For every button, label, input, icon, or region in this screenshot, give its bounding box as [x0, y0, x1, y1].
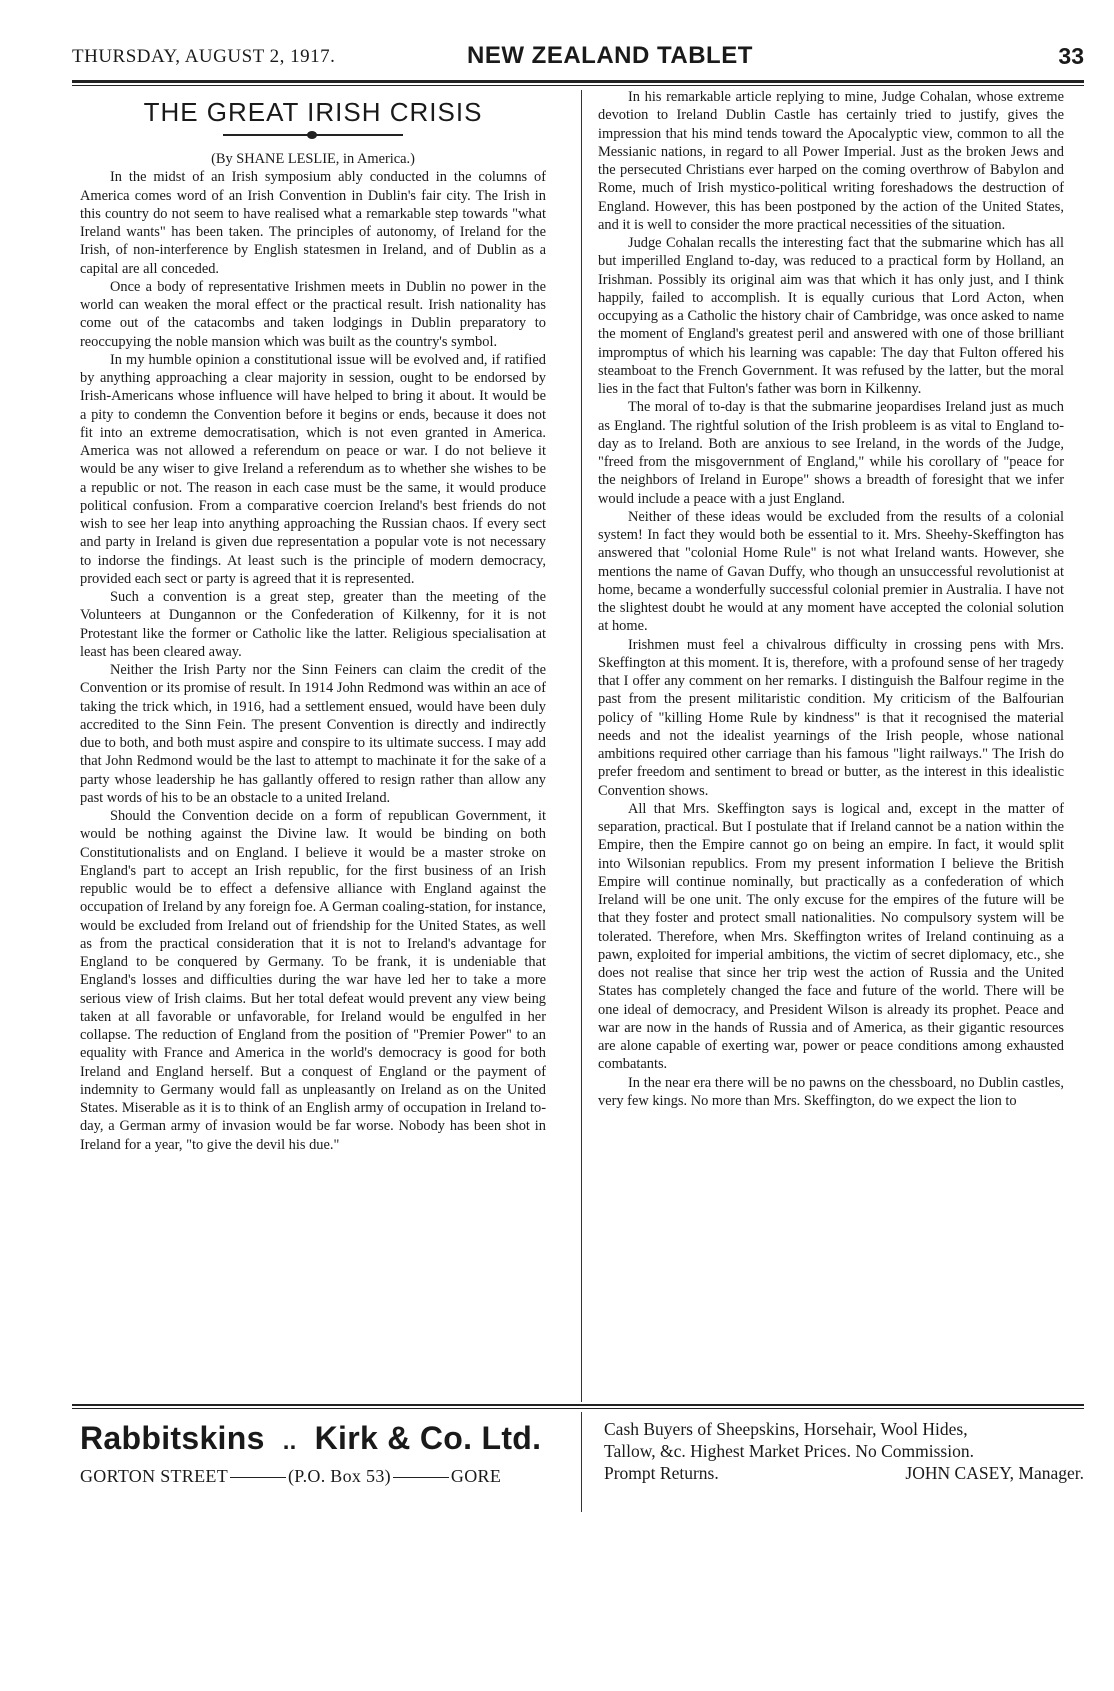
article-paragraph: Such a convention is a great step, greater than the meeting of the Volunteers at Dungannon or the Confederation of Kilkenny, for it is not Protestant like the former or Catholic like the latter. Religious specialisation at least has been cleared away. [80, 589, 546, 660]
article-byline: (By SHANE LESLIE, in America.) [211, 151, 415, 167]
page-header [72, 44, 1084, 70]
article-paragraph: Neither of these ideas would be excluded from the results of a colonial system! In fact they would both be essential to it. Mrs. Sheehy-Skeffington has answered that "colonial Home Rule" is not what Ireland wants. However, she mentions the name of Gavan Duffy, who though an unsuccessful revolutionist at home, became a wonderfully successful colonial premier in Australia. I have not the slightest doubt he would at any moment have accepted the colonial solution at home. [598, 508, 1064, 635]
article-title: THE GREAT IRISH CRISIS [143, 97, 483, 127]
article-paragraph: In his remarkable article replying to mine, Judge Cohalan, whose extreme devotion to Ireland Dublin Castle has certainly tried to justify, gives the impression that his mind tends toward the Apocalyptic view, common to all the Messianic nations, in regard to all Power Imperial. Just as the broken Jews and the persecuted Christians ever harped on the coming overthrow of Babylon and Rome, much of Irish mystico-political writing foreshadows the destruction of England. However, this has been postponed by the action of the United States, and it is well to consider the more practical necessities of the situation. [598, 89, 1064, 233]
footer-rule [72, 1404, 1084, 1406]
article-paragraph: In the midst of an Irish symposium ably conducted in the columns of America comes word of an Irish Convention in Dublin's fair city. The Irish in this country do not seem to have realised what a remarkable step towards "what Ireland wants" has been taken. The principles of autonomy, of Ireland for the Irish, of non-interference by English statesmen in Ireland, and of Dublin as a capital are all conceded. [80, 169, 546, 277]
header-rule-thin [72, 85, 1084, 86]
article-paragraph: Neither the Irish Party nor the Sinn Feiners can claim the credit of the Convention or its promise of result. In 1914 John Redmond was within an ace of taking the trick which, in 1916, had a settlement ensued, would have been duly accredited to the Sinn Fein. The present Convention is directly and indirectly due to both, and both must aspire and conspire to its ultimate success. I may add that John Redmond would be the last to attempt to machinate it for the sake of a party whose leadership he has gallantly offered to resign rather than allow any past words of his to be an obstacle to a united Ireland. [80, 662, 546, 806]
article-paragraph: Should the Convention decide on a form of republican Government, it would be nothing against the Divine law. It would be binding on both Constitutionalists and on England. I believe it would be a master stroke on England's part to accept an Irish republic, for the first business of an Irish republic would be to effect a defensive alliance with England against the occupation of Ireland by any foreign foe. A German coaling-station, for instance, would be excluded from Ireland out of friendship for the United States, as well as from the practical consideration that it is not to Ireland's advantage for England to be conquered by Germany. To be frank, it is undeniable that England's losses and difficulties during the war have led her to take a more serious view of Irish claims. But her total defeat would prevent any view being taken at all favorable or unfavorable, for Ireland would be engulfed in her collapse. The reduction of England from the position of "Premier Power" to an equality with France and America in the world's democracy is good for both Ireland and England herself. But a conquest of England or the payment of indemnity to Germany would fall as unpleasantly on Ireland as on the United States. Miserable as it is to think of an English army of occupation in Ireland to-day, a German army of invasion would be far worse. Nobody has been shot in Ireland for a year, "to give the devil his due." [80, 808, 546, 1153]
article-paragraph: The moral of to-day is that the submarine jeopardises Ireland just as much as England. The rightful solution of the Irish probleem is as vital to England to-day as to Ireland. Both are anxious to see Ireland, in the words of the Judge, "freed from the misgovernment of England," while his corollary of "peace for the neighbors of Ireland in Europe" shows a breadth of foresight that we infer would include a peace with a just England. [598, 399, 1064, 507]
masthead: NEW ZEALAND TABLET [467, 42, 753, 69]
issue-date: THURSDAY, AUGUST 2, 1917. [72, 46, 336, 67]
ad-divider [581, 1412, 582, 1512]
ad-manager: JOHN CASEY, Manager. [905, 1463, 1084, 1483]
ad-box: (P.O. Box 53) [288, 1466, 391, 1486]
ad-prompt-returns: Prompt Returns. [604, 1463, 719, 1483]
article-column-right [598, 88, 1064, 1388]
column-divider [581, 90, 582, 1402]
ad-line [604, 1462, 1084, 1484]
header-rule [72, 80, 1084, 83]
ad-firm-rabbitskins: Rabbitskins [80, 1420, 265, 1456]
article-paragraph: Judge Cohalan recalls the interesting fact that the submarine which has all but imperilled England to-day, was reduced to a practical form by Holland, an Irishman. Possibly its original aim was that which it has only just, and I think happily, failed to accomplish. It is equally curious that Lord Acton, when occupying as a Catholic the history chair of Cambridge, was once asked to name the moment of England's greatest peril and answered with one of those brilliant impromptus of which his learning was capable: The day that Fulton offered his steamboat to the French Government. It was refused by the latter, but the moral lies in the fact that Fulton's father was born in Kilkenny. [598, 235, 1064, 397]
article-column-left [80, 92, 546, 1392]
ad-line: Tallow, &c. Highest Market Prices. No Commission. [604, 1441, 974, 1461]
advertisement-casey [604, 1418, 1084, 1484]
ad-town: GORE [450, 1466, 502, 1486]
ad-firm-kirk: Kirk & Co. Ltd. [314, 1420, 542, 1456]
article-paragraph: All that Mrs. Skeffington says is logical and, except in the matter of separation, practical. But I postulate that if Ireland cannot be a nation within the Empire, then the Empire cannot go on being an empire. In fact, it would split into Wilsonian republics. From my present information I believe the British Empire will continue nominally, but practically as a confederation of which Ireland will be one unit. The only excuse for the empires of the future will be that they foster and protect small nationalities. No compulsory system will be tolerated. Therefore, when Mrs. Skeffington writes of Ireland continuing as a pawn, exploited for imperial ambitions, the victim of secret diplomacy, etc., she does not realise that since her trip west the action of Russia and the United States has completely changed the face and future of the world. There will be one ideal of democracy, and President Wilson is already its prophet. Peace and war are now in the hands of Russia and of America, as their gigantic resources are alone capable of exerting war, power or peace conditions among exhausted combatants. [598, 800, 1064, 1073]
ad-line: Cash Buyers of Sheepskins, Horsehair, Wool Hides, [604, 1419, 968, 1439]
article-paragraph: Irishmen must feel a chivalrous difficulty in crossing pens with Mrs. Skeffington at this moment. It is, therefore, with a profound sense of her tragedy that I offer any comment on her remarks. I distinguish the Balfour regime in the past from the present militaristic condition. My criticism of the Balfourian policy of "killing Home Rule by kindness" is that it recognised the material needs and not the idealist yearnings of the Irish people, whose national ambitions required other carriage than his famous "light railways." The Irish do prefer freedom and sentiment to bread or butter, as the interest in this idealistic Convention shows. [598, 636, 1064, 799]
advertisement-kirk [80, 1420, 558, 1500]
footer-rule-thin [72, 1408, 1084, 1409]
ad-dash [230, 1477, 286, 1478]
article-paragraph: In the near era there will be no pawns on the chessboard, no Dublin castles, very few kings. No more than Mrs. Skeffington, do we expect the lion to [598, 1074, 1064, 1109]
ad-dash [393, 1477, 449, 1478]
article-paragraph: In my humble opinion a constitutional issue will be evolved and, if ratified by anything approaching a clear majority in session, ought to be endorsed by Irish-Americans whose influence will have helped to bring it about. It would be a pity to condemn the Convention before it begins or ends, because it does not fit into an extreme democratisation, which is not even granted in America. America was not allowed a referendum on peace or war. I do not believe it would be any wiser to give Ireland a referendum as to whether she wishes to be a republic or not. The reason in each case must be the same, it would produce political confusion. From a comparative coercion Ireland's best friends do not wish to see her leap into anything approaching the Russian chaos. If every sect and party in Ireland is given due representation a popular vote is not necessary to indorse the findings. At least such is the principle of modern democracy, provided each sect or party is agreed that it is represented. [80, 351, 546, 587]
ad-street: GORTON STREET [80, 1466, 228, 1486]
ad-firm-line [80, 1420, 541, 1457]
ad-separator: .. [282, 1428, 297, 1455]
ad-address [80, 1466, 501, 1487]
article-paragraph: Once a body of representative Irishmen meets in Dublin no power in the world can weaken the moral effect or the practical result. Irish nationality has come out of the catacombs and taken lodgings in Dublin preparatory to reoccupying the noble mansion which was built as the country's symbol. [80, 278, 546, 350]
title-ornament-rule [223, 134, 403, 136]
page-number: 33 [1058, 43, 1084, 69]
